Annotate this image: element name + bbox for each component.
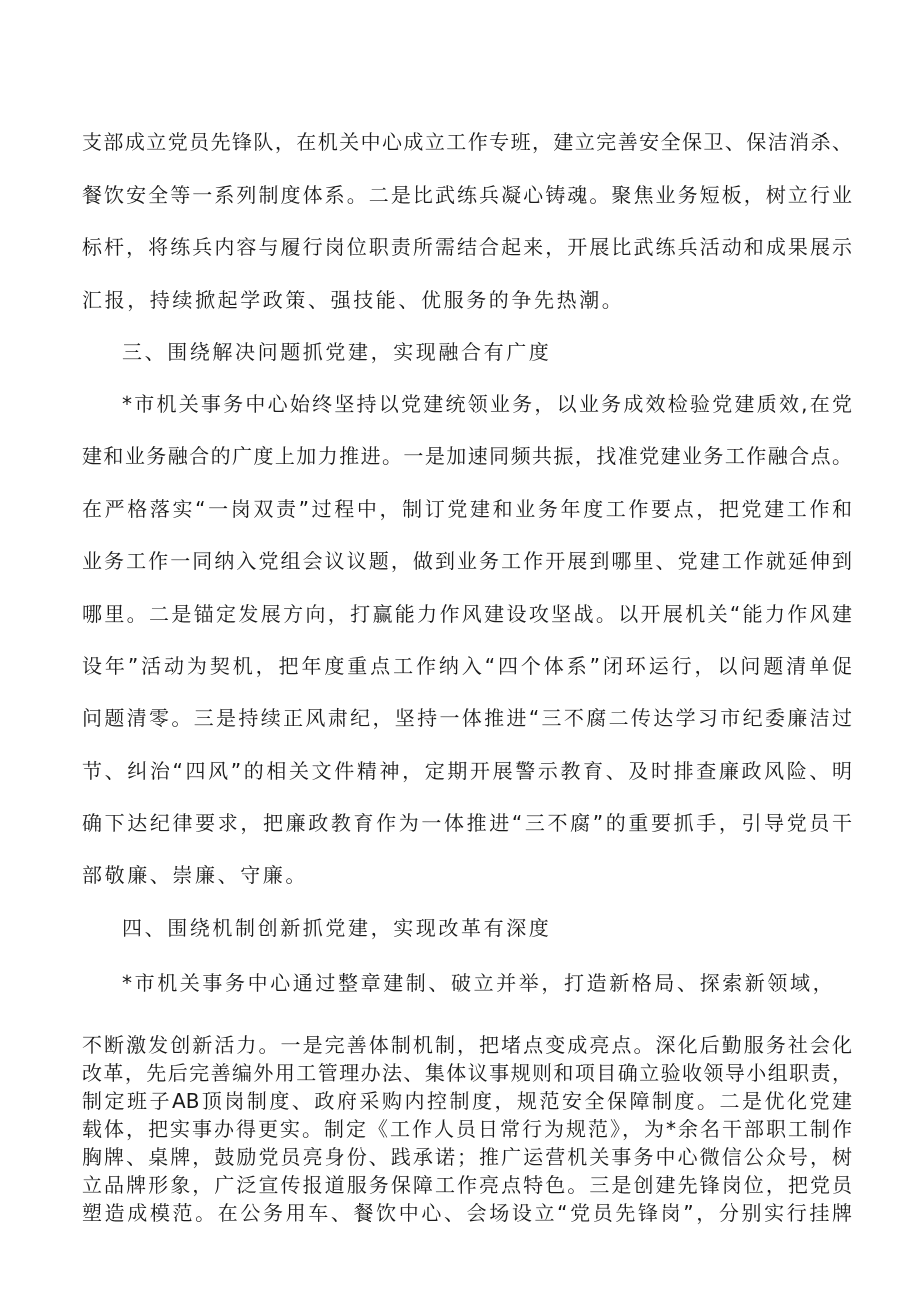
body-line: 制定班子AB顶岗制度、政府采购内控制度，规范安全保障制度。二是优化党建: [82, 1089, 852, 1113]
body-line: 确下达纪律要求，把廉政教育作为一体推进“三不腐”的重要抓手，引导党员干: [82, 811, 852, 835]
body-line: 支部成立党员先锋队，在机关中心成立工作专班，建立完善安全保卫、保洁消杀、: [82, 130, 852, 154]
body-line: 节、纠治“四风”的相关文件精神，定期开展警示教育、及时排查廉政风险、明: [82, 759, 852, 783]
body-line: 塑造成模范。在公务用车、餐饮中心、会场设立“党员先锋岗”，分别实行挂牌: [82, 1201, 852, 1225]
body-line: 设年”活动为契机，把年度重点工作纳入“四个体系”闭环运行，以问题清单促: [82, 654, 852, 678]
body-line: 载体，把实事办得更实。制定《工作人员日常行为规范》，为*余名干部职工制作: [82, 1117, 852, 1141]
body-line: 在严格落实“一岗双责”过程中，制订党建和业务年度工作要点，把党建工作和: [82, 497, 852, 521]
body-line: 改革，先后完善编外用工管理办法、集体议事规则和项目确立验收领导小组职责，: [82, 1061, 852, 1085]
body-line: *市机关事务中心始终坚持以党建统领业务，以业务成效检验党建质效,在党: [122, 392, 852, 416]
body-line: 问题清零。三是持续正风肃纪，坚持一体推进“三不腐二传达学习市纪委廉洁过: [82, 706, 852, 730]
body-line: 立品牌形象，广泛宣传报道服务保障工作亮点特色。三是创建先锋岗位，把党员: [82, 1173, 852, 1197]
body-line: 业务工作一同纳入党组会议议题，做到业务工作开展到哪里、党建工作就延伸到: [82, 549, 852, 573]
body-line: *市机关事务中心通过整章建制、破立并举，打造新格局、探索新领域，: [122, 971, 836, 995]
body-line: 部敬廉、崇廉、守廉。: [82, 863, 308, 887]
body-line: 餐饮安全等一系列制度体系。二是比武练兵凝心铸魂。聚焦业务短板，树立行业: [82, 183, 852, 207]
body-line: 不断激发创新活力。一是完善体制机制，把堵点变成亮点。深化后勤服务社会化: [82, 1033, 852, 1057]
section-heading: 三、围绕解决问题抓党建，实现融合有广度: [122, 340, 552, 364]
body-line: 胸牌、桌牌，鼓励党员亮身份、践承诺；推广运营机关事务中心微信公众号，树: [82, 1145, 852, 1169]
body-line: 哪里。二是锚定发展方向，打赢能力作风建设攻坚战。以开展机关“能力作风建: [82, 602, 852, 626]
body-line: 汇报，持续掀起学政策、强技能、优服务的争先热潮。: [82, 288, 625, 312]
section-heading: 四、围绕机制创新抓党建，实现改革有深度: [122, 916, 552, 940]
body-line: 标杆，将练兵内容与履行岗位职责所需结合起来，开展比武练兵活动和成果展示: [82, 235, 852, 259]
body-line: 建和业务融合的广度上加力推进。一是加速同频共振，找准党建业务工作融合点。: [82, 444, 852, 468]
